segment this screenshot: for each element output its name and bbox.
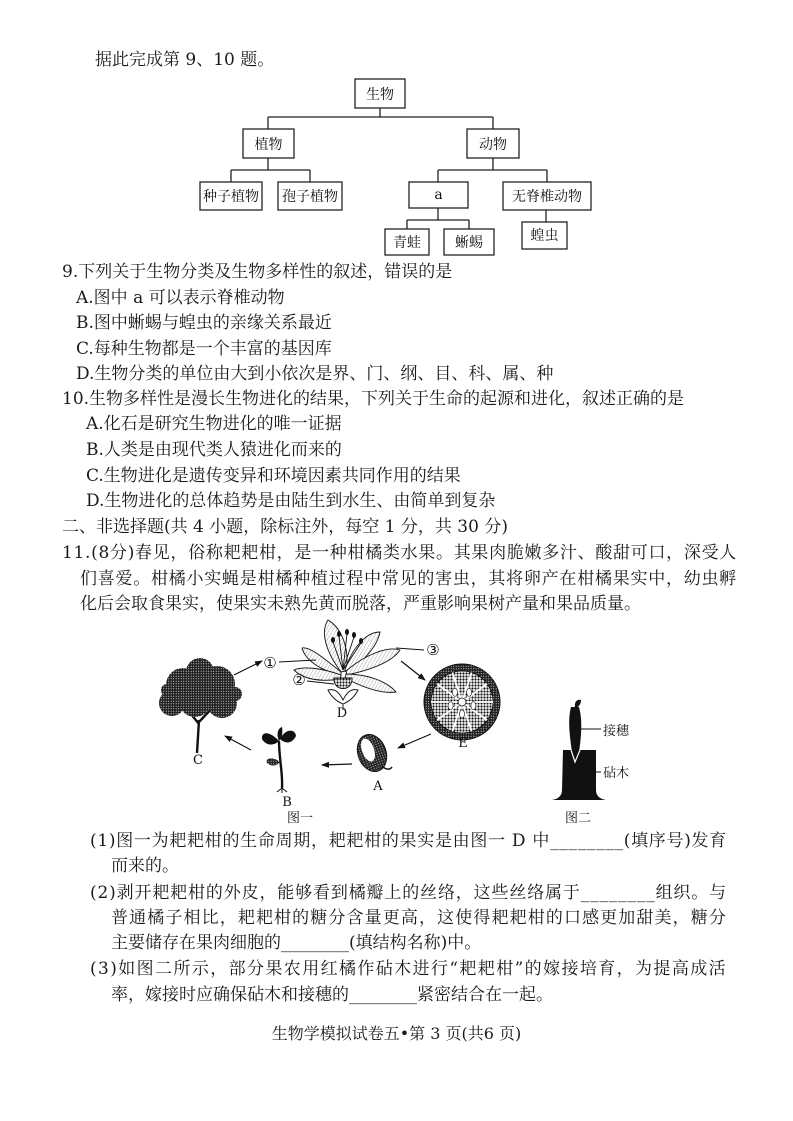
node-animal bbox=[467, 129, 519, 158]
classification-diagram bbox=[200, 79, 591, 255]
q11-stem-line: 们喜爱。柑橘小实蝇是柑橘种植过程中常见的害虫，其将卵产在柑橘果实中，幼虫孵 bbox=[80, 569, 738, 589]
arrow-fruit-to-seed bbox=[398, 734, 431, 748]
citrus-fruit-cross-section bbox=[424, 664, 500, 740]
arrow-tree-to-flower bbox=[234, 661, 262, 675]
citrus-seedling-illustration bbox=[262, 727, 296, 793]
label-part-1: ① bbox=[263, 654, 277, 672]
node-frog bbox=[385, 229, 429, 255]
node-plant bbox=[243, 129, 294, 158]
node-lizard bbox=[444, 229, 494, 255]
q11-stem-line: 化后会取食果实，使果实未熟先黄而脱落，严重影响果树产量和果品质量。 bbox=[80, 594, 641, 614]
label-stage-e: E bbox=[458, 736, 468, 751]
label-part-2: ② bbox=[292, 671, 306, 689]
page-footer: 生物学模拟试卷五•第 3 页(共6 页) bbox=[271, 1024, 522, 1043]
node-spore-plant bbox=[278, 182, 342, 210]
sub-question-line: (3)如图二所示，部分果农用红橘作砧木进行“耙耙柑”的嫁接培育，为提高成活 bbox=[90, 959, 728, 979]
node-seed-plant bbox=[200, 182, 262, 210]
arrow-seedling-to-tree bbox=[225, 736, 251, 750]
node-group-a bbox=[409, 182, 468, 208]
node-seed-plant-label: 种子植物 bbox=[203, 189, 259, 205]
q10-option-c: C.生物进化是遗传变异和环境因素共同作用的结果 bbox=[86, 466, 461, 486]
label-stage-a: A bbox=[373, 779, 383, 794]
q10-option-a: A.化石是研究生物进化的唯一证据 bbox=[86, 414, 342, 434]
q10-stem: 10.生物多样性是漫长生物进化的结果，下列关于生命的起源和进化，叙述正确的是 bbox=[62, 389, 685, 409]
sub-question-line: (2)剥开耙耙柑的外皮，能够看到橘瓣上的丝络，这些丝络属于________组织。与 bbox=[90, 883, 727, 903]
intro-text: 据此完成第 9、10 题。 bbox=[95, 50, 275, 70]
sub-question-line: 而来的。 bbox=[111, 856, 179, 876]
node-plant-label: 植物 bbox=[254, 137, 283, 153]
grafting-illustration bbox=[552, 700, 606, 800]
arrow-seed-to-seedling bbox=[322, 764, 352, 765]
node-group-a-label: a bbox=[434, 187, 443, 203]
citrus-flower-illustration bbox=[294, 620, 400, 710]
sub-question-line: 率，嫁接时应确保砧木和接穗的________紧密结合在一起。 bbox=[111, 985, 553, 1005]
node-invertebrate bbox=[503, 182, 591, 210]
node-frog-label: 青蛙 bbox=[393, 235, 421, 251]
q11-stem-line: 11.(8分)春见，俗称耙耙柑，是一种柑橘类水果。其果肉脆嫩多汁、酸甜可口，深受人 bbox=[62, 543, 737, 563]
label-stage-b: B bbox=[282, 795, 292, 810]
figure-1-caption: 图一 bbox=[286, 811, 314, 826]
label-scion: 接穗 bbox=[603, 724, 630, 739]
sub-question-line: 主要储存在果肉细胞的________(填结构名称)中。 bbox=[111, 933, 482, 953]
figure-1-life-cycle bbox=[159, 620, 500, 826]
citrus-seed-illustration bbox=[352, 730, 392, 775]
label-rootstock: 砧木 bbox=[603, 766, 630, 781]
node-invertebrate-label: 无脊椎动物 bbox=[512, 189, 582, 205]
figure-2-grafting bbox=[552, 700, 630, 826]
label-part-3: ③ bbox=[426, 641, 440, 659]
q9-stem: 9.下列关于生物分类及生物多样性的叙述，错误的是 bbox=[62, 262, 453, 282]
label-stage-d: D bbox=[336, 706, 348, 721]
q10-option-b: B.人类是由现代类人猿进化而来的 bbox=[86, 440, 342, 460]
label-stage-c: C bbox=[193, 753, 203, 768]
q9-option-d: D.生物分类的单位由大到小依次是界、门、纲、目、科、属、种 bbox=[76, 364, 554, 384]
arrow-flower-to-fruit bbox=[401, 661, 425, 680]
q9-option-b: B.图中蜥蜴与蝗虫的亲缘关系最近 bbox=[76, 313, 332, 333]
q10-option-d: D.生物进化的总体趋势是由陆生到水生、由简单到复杂 bbox=[86, 491, 496, 511]
q9-option-c: C.每种生物都是一个丰富的基因库 bbox=[76, 339, 332, 359]
section-2-title: 二、非选择题(共 4 小题，除标注外，每空 1 分，共 30 分) bbox=[62, 517, 508, 537]
node-root bbox=[355, 79, 405, 108]
node-locust bbox=[522, 222, 567, 249]
sub-question-line: 普通橘子相比，耙耙柑的糖分含量更高，这使得耙耙柑的口感更加甜美，糖分 bbox=[111, 908, 728, 928]
node-animal-label: 动物 bbox=[479, 137, 507, 153]
node-lizard-label: 蜥蜴 bbox=[455, 235, 483, 251]
node-root-label: 生物 bbox=[366, 87, 394, 103]
figure-2-caption: 图二 bbox=[564, 811, 592, 826]
sub-question-line: (1)图一为耙耙柑的生命周期，耙耙柑的果实是由图一 D 中________(填序号)发育 bbox=[90, 831, 727, 851]
q9-option-a: A.图中 a 可以表示脊椎动物 bbox=[76, 288, 285, 308]
node-locust-label: 蝗虫 bbox=[530, 228, 559, 244]
diagram-connectors bbox=[231, 108, 547, 229]
node-spore-plant-label: 孢子植物 bbox=[282, 189, 338, 205]
